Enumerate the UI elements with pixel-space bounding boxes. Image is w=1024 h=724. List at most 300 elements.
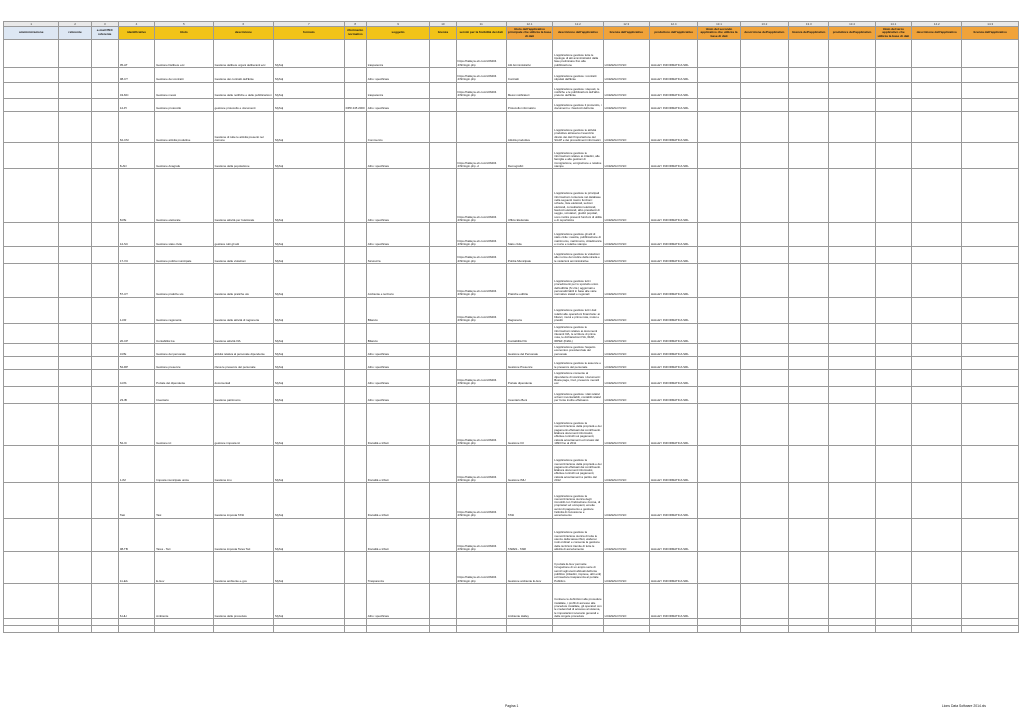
empty-cell — [698, 483, 740, 518]
empty-cell — [875, 386, 911, 403]
cell-soggetto: Trasparenza — [366, 552, 430, 584]
column-header: identificativo — [118, 27, 154, 40]
cell-id: 52-RP — [118, 357, 154, 370]
cell-app: Attività produttive — [506, 111, 552, 143]
cell-id: 12-SC — [118, 223, 154, 247]
empty-cell — [698, 518, 740, 551]
empty-cell — [4, 111, 59, 143]
empty-cell — [59, 583, 91, 618]
cell-formato: MySql — [274, 223, 345, 247]
cell-formato: MySql — [274, 552, 345, 584]
empty-cell — [875, 446, 911, 483]
empty-cell — [912, 626, 962, 633]
cell-descrizione: Gestione attività IVA — [213, 323, 273, 343]
cell-descrizione: gestione protocollo e documenti — [213, 98, 273, 111]
empty-cell — [603, 626, 649, 633]
cell-formato: MySql — [274, 169, 345, 223]
empty-cell — [962, 111, 1019, 143]
table-row — [4, 386, 1019, 403]
cell-soggetto: Altro: specificare — [366, 143, 430, 169]
empty-cell — [875, 357, 911, 370]
column-header: descrizione dell'applicativo — [553, 27, 603, 40]
cell-rif: DPR 445 2000 — [344, 98, 366, 111]
empty-cell — [4, 403, 59, 446]
cell-app: Demografici — [506, 143, 552, 169]
empty-cell — [91, 247, 118, 264]
cell-servizi — [456, 323, 506, 343]
empty-cell — [4, 223, 59, 247]
table-row — [4, 111, 1019, 143]
cell-descrizione: Gestione imposta TASI — [213, 483, 273, 518]
cell-prod: HALLEY INFORMATICA SRL — [650, 143, 698, 169]
empty-cell — [91, 552, 118, 584]
cell-soggetto: Altro: specificare — [366, 357, 430, 370]
empty-cell — [962, 357, 1019, 370]
cell-titolo: Gestione Delibere ecc — [155, 40, 213, 68]
cell-formato: MySql — [274, 111, 345, 143]
empty-cell — [155, 626, 213, 633]
cell-app: Stato civile — [506, 223, 552, 247]
empty-cell — [91, 111, 118, 143]
cell-formato: MySql — [274, 357, 345, 370]
empty-cell — [91, 583, 118, 618]
empty-cell — [4, 370, 59, 387]
cell-app: Gestione Presenze — [506, 357, 552, 370]
empty-cell — [91, 403, 118, 446]
empty-cell — [91, 370, 118, 387]
empty-cell — [4, 67, 59, 82]
cell-prod: HALLEY INFORMATICA SRL — [650, 552, 698, 584]
empty-cell — [430, 370, 456, 387]
cell-prod: HALLEY INFORMATICA SRL — [650, 357, 698, 370]
empty-cell — [91, 483, 118, 518]
cell-descrizione: Gestione imu — [213, 446, 273, 483]
empty-cell — [962, 169, 1019, 223]
empty-cell — [344, 626, 366, 633]
column-number: 13.4 — [829, 22, 875, 27]
cell-soggetto: Fiscalità e tributi — [366, 483, 430, 518]
cell-formato: MySql — [274, 583, 345, 618]
empty-cell — [698, 344, 740, 357]
cell-lic: LICENZA D'USO — [603, 67, 649, 82]
cell-descrizione: Gestione delle violazioni — [213, 247, 273, 264]
cell-titolo: Ambiente — [155, 583, 213, 618]
empty-cell — [789, 247, 829, 264]
cell-id: 62-CM — [118, 111, 154, 143]
empty-cell — [698, 111, 740, 143]
empty-cell — [829, 370, 875, 387]
empty-cell — [59, 143, 91, 169]
empty-cell — [829, 386, 875, 403]
empty-cell — [59, 619, 91, 626]
cell-formato: MySql — [274, 297, 345, 323]
cell-titolo: Contabilità Iva — [155, 323, 213, 343]
empty-cell — [91, 344, 118, 357]
table-row — [4, 370, 1019, 387]
empty-cell — [4, 169, 59, 223]
column-number: 11 — [456, 22, 506, 27]
table-row — [4, 82, 1019, 98]
empty-cell — [59, 247, 91, 264]
empty-cell — [962, 583, 1019, 618]
cell-prod: HALLEY INFORMATICA SRL — [650, 111, 698, 143]
cell-rif — [344, 264, 366, 297]
cell-rif — [344, 247, 366, 264]
empty-cell — [789, 67, 829, 82]
cell-rif — [344, 344, 366, 357]
cell-rif — [344, 357, 366, 370]
cell-descrizione: Gestione delle procedure — [213, 583, 273, 618]
empty-cell — [59, 40, 91, 68]
empty-cell — [698, 82, 740, 98]
empty-cell — [59, 370, 91, 387]
column-number: 2 — [59, 22, 91, 27]
cell-desc: L'applicazione gestisce le violazioni alle norme del codice della strada e le violazioni amministrative — [553, 247, 603, 264]
empty-cell — [789, 386, 829, 403]
cell-desc: L'applicazione gestisce le informazioni relative ai documenti rilevanti IVA, le scritture di prima nota, le dichiarazioni IVA, IRAP, IRPEF (INAIL) — [553, 323, 603, 343]
empty-cell — [4, 264, 59, 297]
empty-cell — [875, 40, 911, 68]
cell-app: Contabilità IVA — [506, 323, 552, 343]
cell-soggetto: Sicurezza — [366, 247, 430, 264]
cell-servizi: https://halleyw eb.com/c06404 4/hh/login.php — [456, 223, 506, 247]
empty-cell — [875, 98, 911, 111]
empty-cell — [91, 98, 118, 111]
cell-soggetto: Altro: specificare — [366, 370, 430, 387]
cell-descrizione: Gestione attività per l'elettorale — [213, 169, 273, 223]
cell-app: Polizia Municipale — [506, 247, 552, 264]
empty-cell — [740, 626, 788, 633]
cell-lic: LICENZA D'USO — [603, 297, 649, 323]
empty-cell — [59, 297, 91, 323]
empty-cell — [91, 357, 118, 370]
empty-cell — [789, 446, 829, 483]
column-header: descrizione — [213, 27, 273, 40]
cell-formato: MySql — [274, 370, 345, 387]
cell-desc: L'applicazione gestisce tutti i procedimenti per lo sportello unico dell'edilizia (S.U.E.) aggiornati e personalizzabili in base alle varie normative statali e regionali — [553, 264, 603, 297]
cell-descrizione: rileva le presenze del personale — [213, 357, 273, 370]
cell-lic: LICENZA D'USO — [603, 344, 649, 357]
empty-cell — [912, 82, 962, 98]
column-header: amministrazione — [4, 27, 59, 40]
empty-cell — [4, 98, 59, 111]
empty-cell — [912, 169, 962, 223]
table-row — [4, 143, 1019, 169]
cell-id: 8-PE — [118, 169, 154, 223]
column-header: licenza dell'applicativo — [962, 27, 1019, 40]
empty-cell — [59, 82, 91, 98]
cell-rif — [344, 403, 366, 446]
empty-cell — [4, 483, 59, 518]
empty-cell — [789, 143, 829, 169]
empty-cell — [740, 518, 788, 551]
cell-prod: HALLEY INFORMATICA SRL — [650, 446, 698, 483]
empty-cell — [789, 264, 829, 297]
table-row — [4, 169, 1019, 223]
empty-cell — [698, 583, 740, 618]
empty-cell — [875, 483, 911, 518]
cell-soggetto: Altro: specificare — [366, 98, 430, 111]
empty-cell — [875, 583, 911, 618]
empty-cell — [912, 386, 962, 403]
empty-cell — [875, 82, 911, 98]
empty-cell — [650, 626, 698, 633]
empty-cell — [962, 40, 1019, 68]
cell-app: Gestione IMU — [506, 446, 552, 483]
empty-cell — [740, 67, 788, 82]
empty-cell — [912, 483, 962, 518]
empty-cell — [59, 403, 91, 446]
cell-prod: HALLEY INFORMATICA SRL — [650, 403, 698, 446]
column-number: 4 — [118, 22, 154, 27]
cell-formato: MySql — [274, 446, 345, 483]
empty-cell — [829, 143, 875, 169]
empty-cell — [740, 82, 788, 98]
cell-titolo: Gestione polizia municipale — [155, 247, 213, 264]
cell-rif — [344, 323, 366, 343]
empty-cell — [4, 583, 59, 618]
cell-descrizione: attività relativa al personale dipendente — [213, 344, 273, 357]
cell-titolo: Gestione Anagrafe — [155, 143, 213, 169]
cell-servizi — [456, 111, 506, 143]
empty-cell — [875, 223, 911, 247]
column-header: descrizione dell'applicativo — [740, 27, 788, 40]
empty-cell — [698, 323, 740, 343]
empty-cell — [430, 446, 456, 483]
column-header: titolo dell'applicativo principale che utilizza la base di dati — [507, 26, 552, 38]
column-header: riferimento normativo — [344, 27, 366, 40]
table-row — [4, 67, 1019, 82]
empty-cell — [740, 297, 788, 323]
cell-formato: MySql — [274, 483, 345, 518]
empty-cell — [91, 386, 118, 403]
cell-servizi: https://halleyw eb.com/c06404 4/hh/login.php — [456, 264, 506, 297]
empty-cell — [912, 552, 962, 584]
cell-servizi: https://halleyw eb.com/c06404 4/hh/login.php — [456, 40, 506, 68]
empty-cell — [91, 626, 118, 633]
cell-id: 1-IM — [118, 446, 154, 483]
empty-cell — [4, 143, 59, 169]
cell-rif — [344, 370, 366, 387]
empty-cell — [430, 82, 456, 98]
cell-prod: HALLEY INFORMATICA SRL — [650, 169, 698, 223]
table-row — [4, 264, 1019, 297]
empty-cell — [829, 552, 875, 584]
empty-cell — [59, 223, 91, 247]
empty-cell — [213, 626, 273, 633]
column-header: descrizione dell'applicativo — [912, 27, 962, 40]
cell-desc: L'applicazione gestisce il protocollo, i documenti e i fascicoli dell'ente — [553, 98, 603, 111]
table-row — [4, 98, 1019, 111]
column-number: 6 — [213, 22, 273, 27]
cell-lic: LICENZA D'USO — [603, 583, 649, 618]
cell-soggetto: Altro: specificare — [366, 67, 430, 82]
empty-cell — [698, 297, 740, 323]
cell-desc: L'applicazione gestisce le informazioni relative ai cittadini, alle famiglie e alle gestioni di immigrazione, emigrazione e relative stampe — [553, 143, 603, 169]
empty-cell — [912, 297, 962, 323]
empty-cell — [789, 619, 829, 626]
column-header: soggetto — [366, 27, 430, 40]
cell-desc: L'applicazione gestisce le assenze e le presenze del personale — [553, 357, 603, 370]
column-number: 13.3 — [789, 22, 829, 27]
empty-cell — [875, 626, 911, 633]
empty-cell — [875, 323, 911, 343]
cell-servizi: https://halleyw eb.com/c06404 4/hh/login.php — [456, 82, 506, 98]
empty-cell — [829, 626, 875, 633]
column-number: 9 — [366, 22, 430, 27]
empty-cell — [740, 169, 788, 223]
cell-desc: L'applicazione consente al dipendente di scaricare i documenti: Busta paga, Cud, presenze mensili ecc — [553, 370, 603, 387]
empty-cell — [91, 619, 118, 626]
empty-cell — [430, 264, 456, 297]
cell-lic: LICENZA D'USO — [603, 483, 649, 518]
empty-cell — [789, 323, 829, 343]
empty-cell — [698, 264, 740, 297]
cell-soggetto: trasparenza — [366, 40, 430, 68]
empty-cell — [740, 403, 788, 446]
empty-cell — [366, 619, 430, 626]
empty-cell — [59, 169, 91, 223]
empty-cell — [740, 619, 788, 626]
table-row — [4, 247, 1019, 264]
cell-prod: HALLEY INFORMATICA SRL — [650, 370, 698, 387]
empty-cell — [912, 67, 962, 82]
empty-cell — [91, 446, 118, 483]
empty-cell — [789, 169, 829, 223]
cell-prod: HALLEY INFORMATICA SRL — [650, 583, 698, 618]
empty-cell — [789, 223, 829, 247]
cell-titolo: Gestione protocollo — [155, 98, 213, 111]
empty-cell — [4, 247, 59, 264]
empty-cell — [456, 626, 506, 633]
empty-cell — [962, 403, 1019, 446]
empty-cell — [789, 626, 829, 633]
cell-descrizione: Gestione dei contratti dell'Ente — [213, 67, 273, 82]
empty-cell — [740, 98, 788, 111]
empty-cell — [912, 357, 962, 370]
cell-descrizione: Gestione delle notifiche e delle pubblicazioni — [213, 82, 273, 98]
empty-cell — [829, 82, 875, 98]
empty-cell — [962, 297, 1019, 323]
empty-cell — [603, 619, 649, 626]
cell-servizi — [456, 344, 506, 357]
empty-cell — [912, 143, 962, 169]
cell-desc: L'applicazione gestisce tutti i dati relativi alle operazioni finanziarie: ai bilanci, mutui e prima nota, mutui e prestiti — [553, 297, 603, 323]
empty-cell — [740, 264, 788, 297]
empty-cell — [829, 446, 875, 483]
cell-id: 1-FR — [118, 297, 154, 323]
cell-app: Gestione ICI — [506, 403, 552, 446]
cell-formato: MySql — [274, 67, 345, 82]
table-row — [4, 40, 1019, 68]
empty-cell — [962, 483, 1019, 518]
empty-cell — [4, 297, 59, 323]
catalog-table — [3, 21, 1019, 633]
empty-cell — [59, 111, 91, 143]
cell-app: Contratti — [506, 67, 552, 82]
table-row — [4, 357, 1019, 370]
empty-cell — [789, 344, 829, 357]
empty-cell — [118, 626, 154, 633]
cell-formato: MySql — [274, 344, 345, 357]
cell-id: 6-HH — [118, 583, 154, 618]
cell-descrizione: Gestione della popolazione — [213, 143, 273, 169]
empty-cell — [912, 323, 962, 343]
empty-cell — [829, 619, 875, 626]
cell-rif — [344, 40, 366, 68]
empty-cell — [740, 143, 788, 169]
empty-cell — [698, 446, 740, 483]
empty-cell — [4, 518, 59, 551]
cell-prod: HALLEY INFORMATICA SRL — [650, 40, 698, 68]
empty-cell — [91, 323, 118, 343]
empty-cell — [59, 626, 91, 633]
empty-cell — [456, 619, 506, 626]
column-header: titolo — [155, 27, 213, 40]
empty-cell — [59, 323, 91, 343]
cell-rif — [344, 583, 366, 618]
empty-cell — [740, 344, 788, 357]
empty-cell — [829, 247, 875, 264]
empty-cell — [875, 247, 911, 264]
empty-cell — [698, 626, 740, 633]
empty-cell — [213, 619, 273, 626]
cell-titolo: Gestione pratiche uts — [155, 264, 213, 297]
cell-id: Tasi — [118, 483, 154, 518]
cell-id: 43-MC — [118, 82, 154, 98]
cell-rif — [344, 446, 366, 483]
column-number: 14.1 — [875, 22, 911, 27]
cell-lic: LICENZA D'USO — [603, 223, 649, 247]
column-header: produttore dell'applicativo — [650, 27, 698, 40]
empty-cell — [875, 344, 911, 357]
cell-desc: L'applicazione gestisce i dati relativi ai beni inventariabili, contabili relativi per l'ente inoltre effettuano — [553, 386, 603, 403]
cell-servizi — [456, 386, 506, 403]
empty-cell — [740, 111, 788, 143]
empty-cell — [4, 446, 59, 483]
empty-cell — [912, 111, 962, 143]
column-header: formato — [274, 27, 345, 40]
page-number: Pagina 1 — [505, 704, 519, 708]
empty-cell — [789, 40, 829, 68]
empty-cell — [789, 297, 829, 323]
cell-desc: L'applicazione gestisce la memorizzazione della proprietà e dei pagamenti effettuati dai contribuenti. Elabora documenti informativi, effettua controlli sui pagamenti, calcola accertamenti ed incassi dal 1993 fino al 2011 — [553, 403, 603, 446]
cell-formato: MySql — [274, 386, 345, 403]
empty-cell — [553, 626, 603, 633]
empty-cell — [366, 626, 430, 633]
empty-cell — [829, 67, 875, 82]
table-row — [4, 446, 1019, 483]
empty-cell — [118, 619, 154, 626]
cell-servizi: https://halleyw eb.com/c06404 4/hh/login.php — [456, 370, 506, 387]
cell-formato: MySql — [274, 264, 345, 297]
cell-titolo: Gestione messi — [155, 82, 213, 98]
empty-cell — [912, 344, 962, 357]
cell-soggetto: Bilancio — [366, 297, 430, 323]
empty-cell — [912, 98, 962, 111]
cell-soggetto: Fiscalità e tributi — [366, 446, 430, 483]
cell-rif — [344, 143, 366, 169]
cell-titolo: Tares - Tari — [155, 518, 213, 551]
cell-formato: MySql — [274, 403, 345, 446]
cell-desc: L'applicazione gestisce le principali informazioni contenute nel database nella seguenti macro funzioni: schede, liste elettorali, sezioni elettorali, consultazioni elettorali, fascicoli elettorali, albo presidenti di seggio, scrutatori, giudici popolari, sono inoltre presenti funzioni di utilità e di reportistica — [553, 169, 603, 223]
empty-cell — [344, 619, 366, 626]
cell-desc: L'applicazione gestisce gli atti di stato civile: nascita, pubblicazione di matrimonio, matrimonio, cittadinanza e morte e relative stampe — [553, 223, 603, 247]
cell-id: 08-CT — [118, 67, 154, 82]
empty-cell — [698, 403, 740, 446]
column-header: titolo del secondo applicativo che utilizza la base di dati — [698, 27, 740, 40]
empty-cell — [430, 357, 456, 370]
